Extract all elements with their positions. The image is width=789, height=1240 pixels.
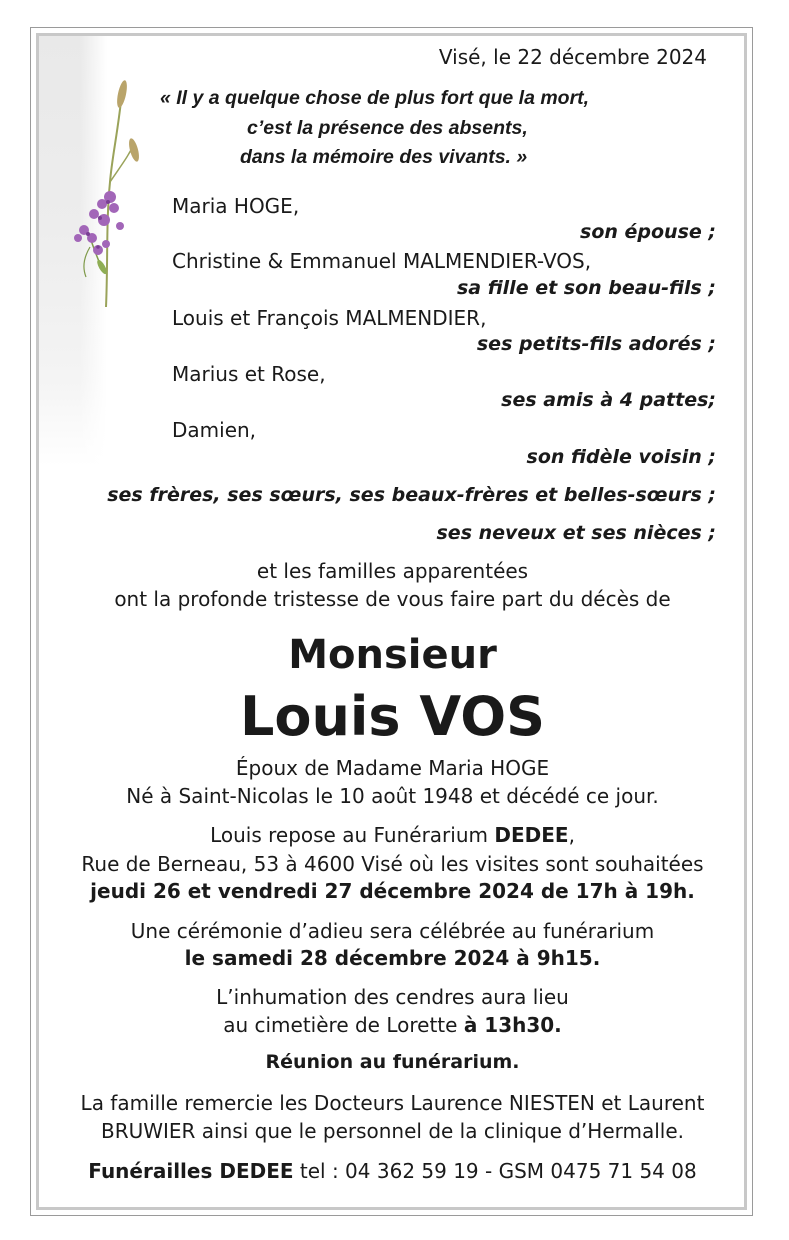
family-name-pets: Marius et Rose, [172,362,326,386]
family-relation-spouse: son épouse ; [580,221,716,243]
repose-line-1 [40,825,745,845]
siblings-line: ses frères, ses sœurs, ses beaux-frères et belles-sœurs ; [107,484,716,506]
nephews-line: ses neveux et ses nièces ; [436,522,716,544]
burial-line-1: L’inhumation des cendres aura lieu [216,985,569,1009]
reunion-line: Réunion au funérarium. [265,1051,520,1073]
repose-line-2: Rue de Berneau, 53 à 4600 Visé où les visites sont souhaitées [81,852,704,876]
funeral-home-name: DEDEE [494,823,569,847]
family-relation-grandsons: ses petits-fils adorés ; [476,333,716,355]
quote-line-2: c’est la présence des absents, [247,117,528,139]
birth-line: Né à Saint-Nicolas le 10 août 1948 et décédé ce jour. [126,784,659,808]
ceremony-date: le samedi 28 décembre 2024 à 9h15. [184,946,601,970]
funeral-company: Funérailles DEDEE [88,1159,294,1183]
repose-comma: , [568,823,575,847]
contact-numbers: tel : 04 362 59 19 - GSM 0475 71 54 08 [293,1159,697,1183]
announce-line: ont la profonde tristesse de vous faire part du décès de [114,587,671,611]
deceased-name: Louis VOS [239,685,546,748]
honorific: Monsieur [288,632,497,678]
visiting-hours: jeudi 26 et vendredi 27 décembre 2024 de 17h à 19h. [90,879,695,903]
ceremony-line-1: Une cérémonie d’adieu sera célébrée au funérarium [130,919,655,943]
families-line: et les familles apparentées [256,559,529,583]
spouse-line: Époux de Madame Maria HOGE [235,756,550,780]
family-relation-pets: ses amis à 4 pattes; [501,389,716,411]
burial-location: au cimetière de Lorette [223,1013,464,1037]
family-relation-neighbor: son fidèle voisin ; [526,446,716,468]
quote-line-3: dans la mémoire des vivants. » [240,146,528,168]
date-line: Visé, le 22 décembre 2024 [438,45,707,69]
family-name-daughter: Christine & Emmanuel MALMENDIER-VOS, [172,249,592,273]
family-name-spouse: Maria HOGE, [172,194,300,218]
burial-line-2 [40,1015,745,1035]
family-name-grandsons: Louis et François MALMENDIER, [172,306,487,330]
thanks-line-1: La famille remercie les Docteurs Laurence NIESTEN et Laurent [80,1091,705,1115]
repose-prefix: Louis repose au Funérarium [210,823,495,847]
footer-contact [40,1161,745,1181]
violet-flower-illustration [62,72,152,317]
burial-time: à 13h30. [463,1013,562,1037]
thanks-line-2: BRUWIER ainsi que le personnel de la clinique d’Hermalle. [100,1119,685,1143]
family-relation-daughter: sa fille et son beau-fils ; [456,277,716,299]
family-name-neighbor: Damien, [172,418,257,442]
quote-line-1: « Il y a quelque chose de plus fort que la mort, [160,87,590,109]
